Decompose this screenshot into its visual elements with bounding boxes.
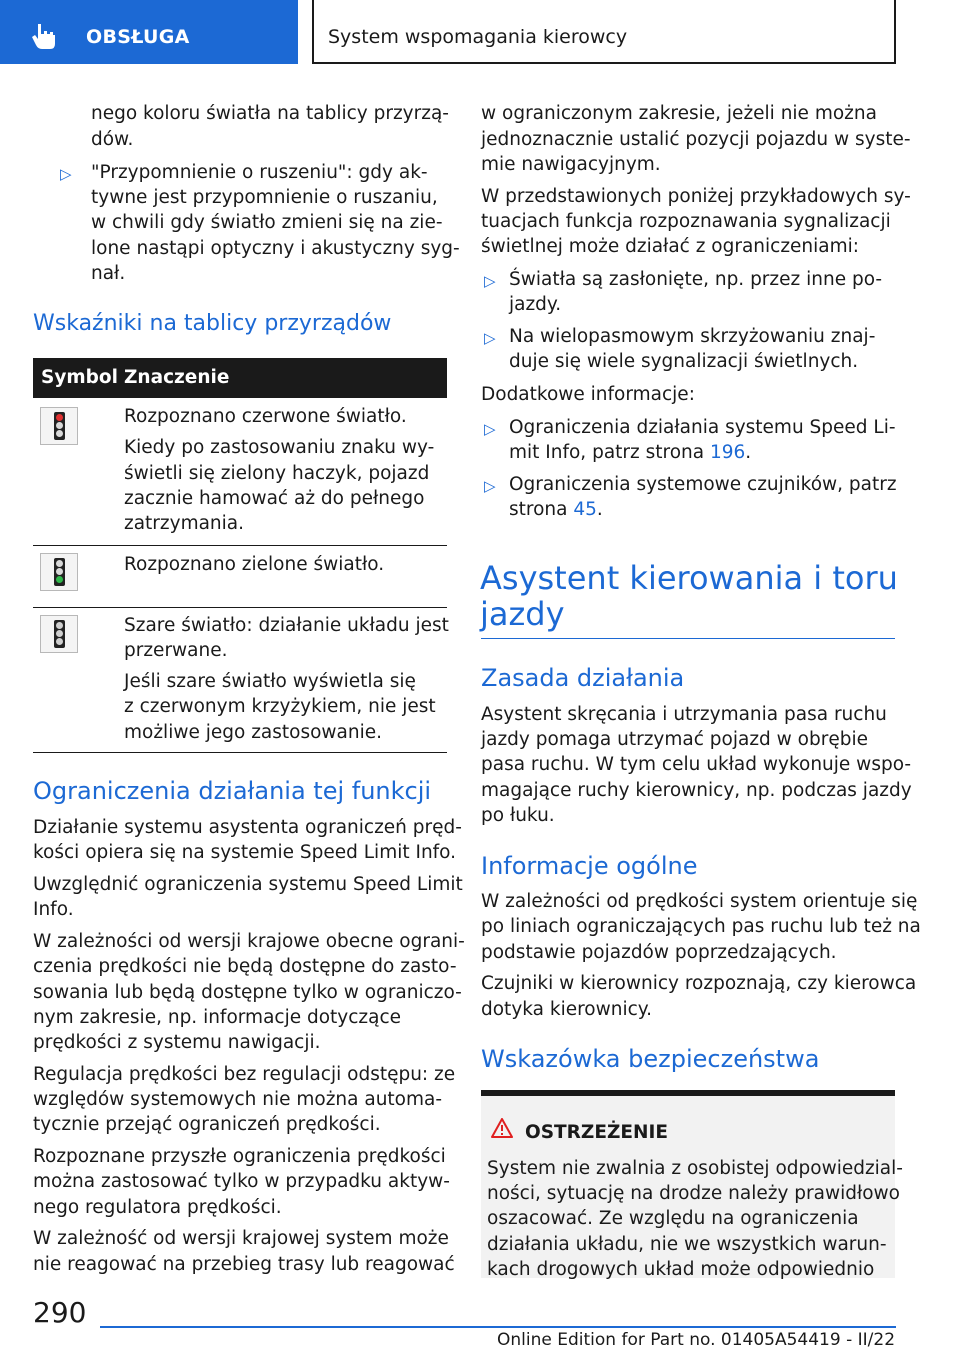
paragraph-line: Regulacja prędkości bez regulacji odstępu: ze <box>33 1064 456 1085</box>
paragraph-line: nego regulatora prędkości. <box>33 1197 282 1218</box>
warning-title: OSTRZEŻENIE <box>525 1122 669 1143</box>
table-row-divider <box>33 607 447 608</box>
bullet-line: strona 45. <box>509 499 603 520</box>
paragraph-line: jednoznacznie ustalić pozycji pojazdu w syste- <box>481 129 911 150</box>
heading-safety: Wskazówka bezpieczeństwa <box>481 1045 820 1073</box>
footer-rule <box>100 1326 896 1328</box>
chapter-title: System wspomagania kierowcy <box>328 26 628 48</box>
bullet-line: tywne jest przypomnienie o ruszaniu, <box>91 187 438 208</box>
table-cell-line: z czerwonym krzyżykiem, nie jest <box>124 696 436 717</box>
paragraph-line: po łuku. <box>481 805 555 826</box>
heading-general: Informacje ogólne <box>481 852 698 880</box>
warning-line: działania układu, nie we wszystkich warun- <box>487 1234 887 1255</box>
paragraph-line: tuacjach funkcja rozpoznawania sygnalizacji <box>481 211 891 232</box>
table-bottom-rule <box>33 752 447 753</box>
paragraph-line: podstawie pojazdów poprzedzających. <box>481 942 837 963</box>
bullet-line: "Przypomnienie o ruszeniu": gdy ak- <box>91 162 428 183</box>
page-link-45[interactable]: 45 <box>573 499 597 520</box>
red-traffic-light-icon <box>40 407 78 445</box>
section-label: OBSŁUGA <box>86 26 190 48</box>
table-cell-line: świetli się zielony haczyk, pojazd <box>124 463 430 484</box>
table-cell-line: Rozpoznano zielone światło. <box>124 554 385 575</box>
bullet-line: Na wielopasmowym skrzyżowaniu znaj- <box>509 326 876 347</box>
bullet-line: Ograniczenia działania systemu Speed Li- <box>509 417 896 438</box>
bullet-line: w chwili gdy światło zmieni się na zie- <box>91 212 443 233</box>
heading-principle: Zasada działania <box>481 664 685 692</box>
warning-box <box>481 1090 903 1280</box>
paragraph-line: kości opiera się na systemie Speed Limit Info. <box>33 842 457 863</box>
paragraph-line: mie nawigacyjnym. <box>481 154 661 175</box>
table-cell-line: Szare światło: działanie układu jest <box>124 615 449 636</box>
paragraph-line: W zależność od wersji krajowej system może <box>33 1228 449 1249</box>
table-header <box>33 358 447 398</box>
bullet-marker-icon: ▷ <box>484 329 496 347</box>
heading-indicators: Wskaźniki na tablicy przyrządów <box>33 311 392 336</box>
warning-line: System nie zwalnia z osobistej odpowiedzial- <box>487 1158 903 1179</box>
paragraph-line: nym zakresie, np. informacje dotyczące <box>33 1007 402 1028</box>
table-cell-line: Jeśli szare światło wyświetla się <box>124 671 416 692</box>
table-cell-line: możliwe jego zastosowanie. <box>124 722 382 743</box>
extra-info-label: Dodatkowe informacje: <box>481 384 695 405</box>
paragraph-line: Asystent skręcania i utrzymania pasa ruchu <box>481 704 887 725</box>
paragraph-line: Uwzględnić ograniczenia systemu Speed Limit <box>33 874 463 895</box>
green-traffic-light-icon <box>40 553 78 591</box>
bullet-marker-icon: ▷ <box>484 420 496 438</box>
table-cell-line: zacznie hamować aż do pełnego <box>124 488 425 509</box>
paragraph-line: tycznie przejąć ograniczeń prędkości. <box>33 1114 381 1135</box>
heading-limits: Ograniczenia działania tej funkcji <box>33 777 432 805</box>
paragraph-line: pasa ruchu. W tym celu układ wykonuje wspo- <box>481 754 912 775</box>
table-cell-line: przerwane. <box>124 640 228 661</box>
paragraph-line: Rozpoznane przyszłe ograniczenia prędkości <box>33 1146 446 1167</box>
paragraph-line: Działanie systemu asystenta ograniczeń pręd- <box>33 817 462 838</box>
intro-line: dów. <box>91 129 134 150</box>
page-number: 290 <box>33 1296 87 1329</box>
paragraph-line: W zależności od wersji krajowe obecne ograni- <box>33 931 465 952</box>
hand-icon <box>28 22 62 50</box>
chapter-heading-line: jazdy <box>480 595 565 633</box>
bullet-line: nał. <box>91 263 126 284</box>
paragraph-line: świetlnej może działać z ograniczeniami: <box>481 236 860 257</box>
bullet-line: Światła są zasłonięte, np. przez inne po- <box>509 269 883 290</box>
bullet-marker-icon: ▷ <box>484 272 496 290</box>
heading-underline <box>481 638 895 639</box>
column-header-symbol: Symbol <box>41 367 118 388</box>
paragraph-line: po liniach ograniczających pas ruchu lub też na <box>481 916 921 937</box>
paragraph-line: względów systemowych nie można automa- <box>33 1089 443 1110</box>
column-header-meaning: Znaczenie <box>124 367 230 388</box>
warning-line: oszacować. Ze względu na ograniczenia <box>487 1208 859 1229</box>
paragraph-line: czenia prędkości nie będą dostępne do zasto- <box>33 956 457 977</box>
warning-line: ności, sytuację na drodze należy prawidłowo <box>487 1183 900 1204</box>
page-link-196[interactable]: 196 <box>709 442 746 463</box>
paragraph-line: dotyka kierownicy. <box>481 999 652 1020</box>
bullet-line: mit Info, patrz strona 196. <box>509 442 752 463</box>
paragraph-line: Czujniki w kierownicy rozpoznają, czy kierowca <box>481 973 917 994</box>
bullet-line: duje się wiele sygnalizacji świetlnych. <box>509 351 859 372</box>
bullet-marker-icon: ▷ <box>60 165 72 183</box>
paragraph-line: W zależności od prędkości system orientuje się <box>481 891 918 912</box>
bullet-marker-icon: ▷ <box>484 477 496 495</box>
bullet-line: lone nastąpi optyczny i akustyczny syg- <box>91 238 460 259</box>
table-cell-line: Kiedy po zastosowaniu znaku wy- <box>124 437 435 458</box>
paragraph-line: magające ruchy kierownicy, np. podczas jazdy <box>481 780 912 801</box>
bullet-line: Ograniczenia systemowe czujników, patrz <box>509 474 897 495</box>
paragraph-line: W przedstawionych poniżej przykładowych sy- <box>481 186 911 207</box>
table-cell-line: Rozpoznano czerwone światło. <box>124 406 407 427</box>
bullet-line: jazdy. <box>509 294 562 315</box>
paragraph-line: w ograniczonym zakresie, jeżeli nie można <box>481 103 877 124</box>
table-cell-line: zatrzymania. <box>124 513 245 534</box>
paragraph-line: jazdy pomaga utrzymać pojazd w obrębie <box>481 729 868 750</box>
header-section-tab <box>0 0 298 64</box>
header-title-box <box>312 0 896 64</box>
paragraph-line: nie reagować na przebieg trasy lub reagować <box>33 1254 455 1275</box>
paragraph-line: można zastosować tylko w przypadku aktyw- <box>33 1171 450 1192</box>
chapter-heading-line: Asystent kierowania i toru <box>480 559 898 597</box>
intro-line: nego koloru światła na tablicy przyrzą- <box>91 103 449 124</box>
warning-triangle-icon <box>491 1118 513 1138</box>
footer-edition: Online Edition for Part no. 01405A54419 - II/22 <box>497 1330 896 1350</box>
warning-line: kach drogowych układ może odpowiednio <box>487 1259 875 1280</box>
table-row-divider <box>33 545 447 546</box>
paragraph-line: Info. <box>33 899 74 920</box>
grey-traffic-light-icon <box>40 615 78 653</box>
paragraph-line: sowania lub będą dostępne tylko w ograniczo- <box>33 982 462 1003</box>
paragraph-line: prędkości z systemu nawigacji. <box>33 1032 321 1053</box>
